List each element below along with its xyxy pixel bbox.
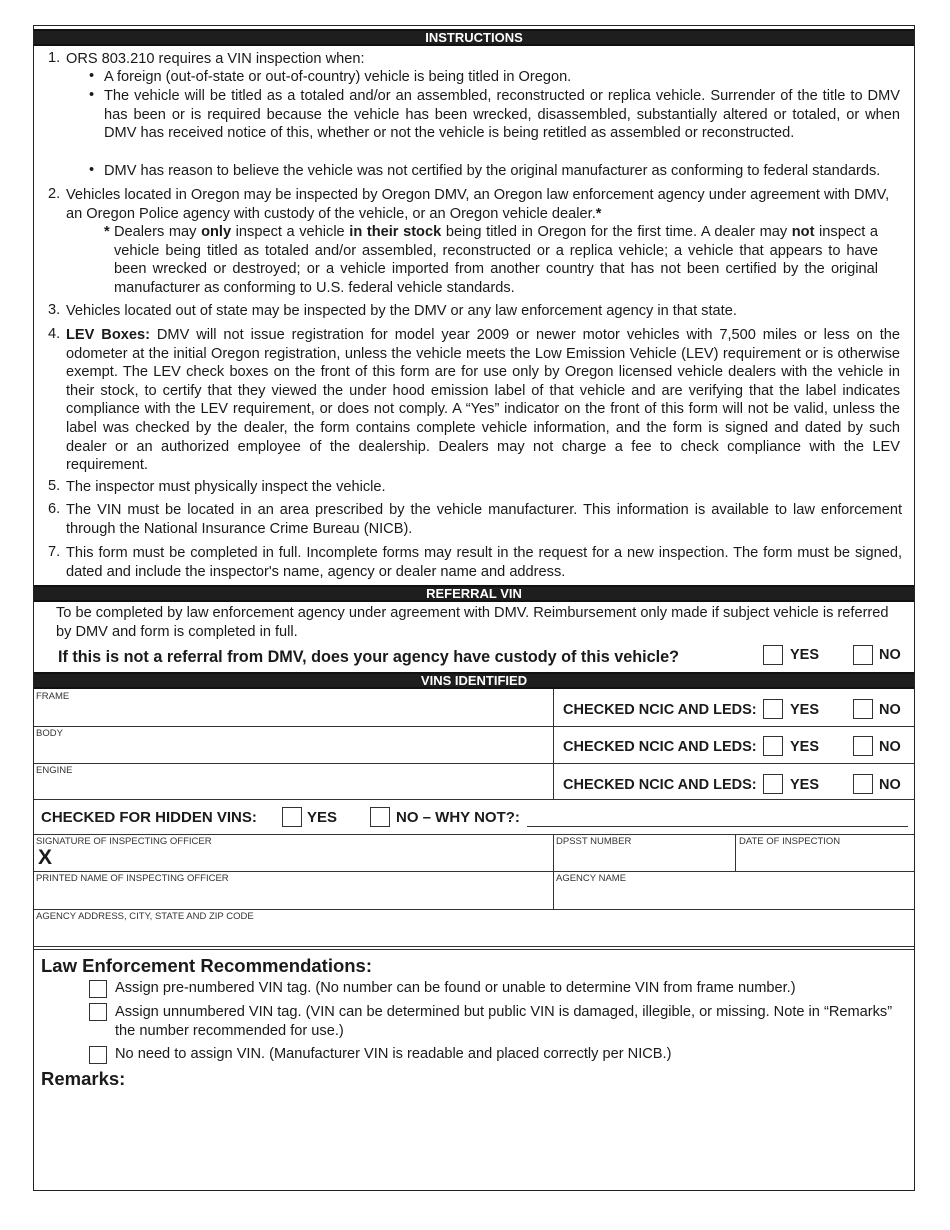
printed-name-label: PRINTED NAME OF INSPECTING OFFICER [36, 873, 229, 884]
ncic-yes-label: YES [790, 777, 820, 793]
hidden-vins-no-checkbox[interactable] [370, 807, 390, 827]
date-of-inspection-field[interactable] [736, 834, 914, 871]
ncic-no-label: NO [879, 739, 901, 755]
footnote-star: * [104, 224, 110, 240]
instruction-5-text: The inspector must physically inspect the vehicle. [66, 479, 386, 495]
dealer-note-emphasis: in their stock [349, 224, 442, 240]
custody-question: If this is not a referral from DMV, does your agency have custody of this vehicle? [58, 648, 679, 666]
body-ncic-yes-checkbox[interactable] [763, 736, 783, 756]
item-number: 3. [48, 302, 61, 318]
dpsst-number-field[interactable] [554, 834, 735, 871]
instruction-2-text [66, 186, 906, 223]
recommendation-checkbox-no-need[interactable] [89, 1046, 107, 1064]
bullet-icon: • [89, 87, 95, 103]
vins-identified-header: VINS IDENTIFIED [34, 672, 914, 689]
body-ncic-no-checkbox[interactable] [853, 736, 873, 756]
custody-yes-label: YES [790, 647, 820, 663]
instructions-header: INSTRUCTIONS [34, 29, 914, 46]
item-number: 7. [48, 544, 61, 560]
engine-label: ENGINE [36, 765, 73, 776]
hidden-vins-label: CHECKED FOR HIDDEN VINS: [41, 809, 257, 826]
date-label: DATE OF INSPECTION [739, 836, 841, 847]
frame-vin-field[interactable] [34, 689, 553, 726]
instruction-2-body: Vehicles located in Oregon may be inspected by Oregon DMV, an Oregon law enforcement agency under agreement with DMV, an Oregon Police agency with custody of the vehicle, or an Oregon vehicle dealer. [66, 187, 890, 222]
agency-name-label: AGENCY NAME [556, 873, 627, 884]
body-vin-field[interactable] [34, 726, 553, 763]
frame-ncic-yes-checkbox[interactable] [763, 699, 783, 719]
remarks-label: Remarks: [41, 1068, 126, 1089]
frame-ncic-no-checkbox[interactable] [853, 699, 873, 719]
instruction-7-text: This form must be completed in full. Incomplete forms may result in the request for a new inspection. The form must be signed, dated and include the inspector's name, agency or dealer name and address. [66, 545, 902, 580]
ncic-check-label: CHECKED NCIC AND LEDS: [563, 777, 757, 793]
instruction-1-bullet: DMV has reason to believe the vehicle was not certified by the original manufacturer as conforming to federal standards. [104, 163, 881, 179]
ncic-no-label: NO [879, 702, 901, 718]
ncic-no-label: NO [879, 777, 901, 793]
custody-no-checkbox[interactable] [853, 645, 873, 665]
instruction-4-text [66, 326, 900, 475]
engine-vin-field[interactable] [34, 763, 553, 799]
bullet-icon: • [89, 68, 95, 84]
vin-inspection-form [33, 25, 915, 1191]
printed-name-field[interactable] [34, 871, 553, 909]
signature-field[interactable] [34, 834, 553, 871]
item-number: 2. [48, 186, 61, 202]
item-number: 5. [48, 478, 61, 494]
dealer-note-part: Dealers may [114, 224, 202, 240]
row-divider [34, 799, 914, 800]
hidden-vins-yes-label: YES [307, 809, 338, 826]
signature-x-mark: X [38, 846, 53, 869]
engine-ncic-yes-checkbox[interactable] [763, 774, 783, 794]
why-not-field[interactable] [527, 826, 908, 827]
dealer-note-emphasis: only [201, 224, 232, 240]
lev-boxes-label: LEV Boxes: [66, 327, 150, 343]
hidden-vins-no-label: NO – WHY NOT?: [396, 809, 520, 826]
custody-yes-checkbox[interactable] [763, 645, 783, 665]
instruction-1-bullet: The vehicle will be titled as a totaled and/or an assembled, reconstructed or replica vehicle. Surrender of the title to DMV has been or is required because the vehicle has been wrecked, disassembled, substantially altered or totaled, or when DMV has received notice of this, whether or not the vehicle is being retitled as assembled or reconstructed. [104, 88, 900, 142]
dealer-note-emphasis: not [791, 224, 815, 240]
lev-boxes-text: DMV will not issue registration for model year 2009 or newer motor vehicles with 7,500 miles or less on the odometer at the initial Oregon registration, unless the vehicle meets the Low Emission Vehicle (LEV) requirement or is otherwise exempt. The LEV check boxes on the front of this form are for use only by Oregon licensed vehicle dealers with the vehicle in their stock, to certify that they viewed the under hood emission label of that vehicle and are verifying that the label indicates compliance with the LEV requirement, or does not comply. A “Yes” indicator on the front of this form will not be valid, unless the label was checked by the dealer, the form contains complete vehicle information, and the form is signed and dated by such dealer or an authorized employee of the dealership. Dealers may not charge a fee to check compliance with the LEV requirement. [66, 327, 900, 474]
dealer-note-part: inspect a vehicle [231, 224, 350, 240]
item-number: 6. [48, 501, 61, 517]
ncic-check-label: CHECKED NCIC AND LEDS: [563, 702, 757, 718]
ncic-yes-label: YES [790, 702, 820, 718]
recommendation-checkbox-unnumbered[interactable] [89, 1003, 107, 1021]
agency-address-label: AGENCY ADDRESS, CITY, STATE AND ZIP CODE [36, 911, 254, 922]
agency-name-field[interactable] [554, 871, 914, 909]
recommendation-option: Assign pre-numbered VIN tag. (No number can be found or unable to determine VIN from frame number.) [115, 980, 796, 996]
referral-vin-header: REFERRAL VIN [34, 585, 914, 602]
section-divider [34, 949, 914, 950]
instruction-1-text: ORS 803.210 requires a VIN inspection when: [66, 51, 365, 67]
recommendation-option: Assign unnumbered VIN tag. (VIN can be determined but public VIN is damaged, illegible, or missing. Note in “Remarks” the number recommended for use.) [115, 1004, 893, 1039]
ncic-yes-label: YES [790, 739, 820, 755]
referral-text: To be completed by law enforcement agency under agreement with DMV. Reimbursement only made if subject vehicle is referred by DMV and form is completed in full. [56, 605, 889, 640]
footnote-star: * [595, 205, 602, 222]
ncic-check-label: CHECKED NCIC AND LEDS: [563, 739, 757, 755]
item-number: 4. [48, 326, 61, 342]
agency-address-field[interactable] [34, 909, 914, 946]
custody-no-label: NO [879, 647, 901, 663]
body-label: BODY [36, 728, 63, 739]
dealer-note-part: inspect a vehicle being titled as totaled and/or assembled, reconstructed or a replica vehicle; a vehicle that appears to have been wrecked or destroyed; or a vehicle imported from another country that has not been certified by the original manufacturer as conforming to U.S. federal vehicle standards. [114, 224, 879, 296]
dealer-note-part: being titled in Oregon for the first time. A dealer may [441, 224, 792, 240]
recommendation-checkbox-prenumbered[interactable] [89, 980, 107, 998]
row-divider [34, 946, 914, 947]
instruction-1-bullet: A foreign (out-of-state or out-of-country) vehicle is being titled in Oregon. [104, 69, 572, 85]
instruction-3-text: Vehicles located out of state may be inspected by the DMV or any law enforcement agency in that state. [66, 303, 737, 319]
remarks-field[interactable] [34, 1092, 914, 1188]
engine-ncic-no-checkbox[interactable] [853, 774, 873, 794]
recommendation-option: No need to assign VIN. (Manufacturer VIN is readable and placed correctly per NICB.) [115, 1046, 672, 1062]
item-number: 1. [48, 50, 61, 66]
frame-label: FRAME [36, 691, 70, 702]
hidden-vins-yes-checkbox[interactable] [282, 807, 302, 827]
dealer-note [114, 223, 878, 297]
dpsst-label: DPSST NUMBER [556, 836, 632, 847]
instruction-6-text: The VIN must be located in an area prescribed by the vehicle manufacturer. This information is available to law enforcement through the National Insurance Crime Bureau (NICB). [66, 502, 902, 537]
bullet-icon: • [89, 162, 95, 178]
signature-label: SIGNATURE OF INSPECTING OFFICER [36, 836, 212, 847]
vin-column-divider [553, 689, 554, 799]
recommendations-title: Law Enforcement Recommendations: [41, 955, 373, 976]
